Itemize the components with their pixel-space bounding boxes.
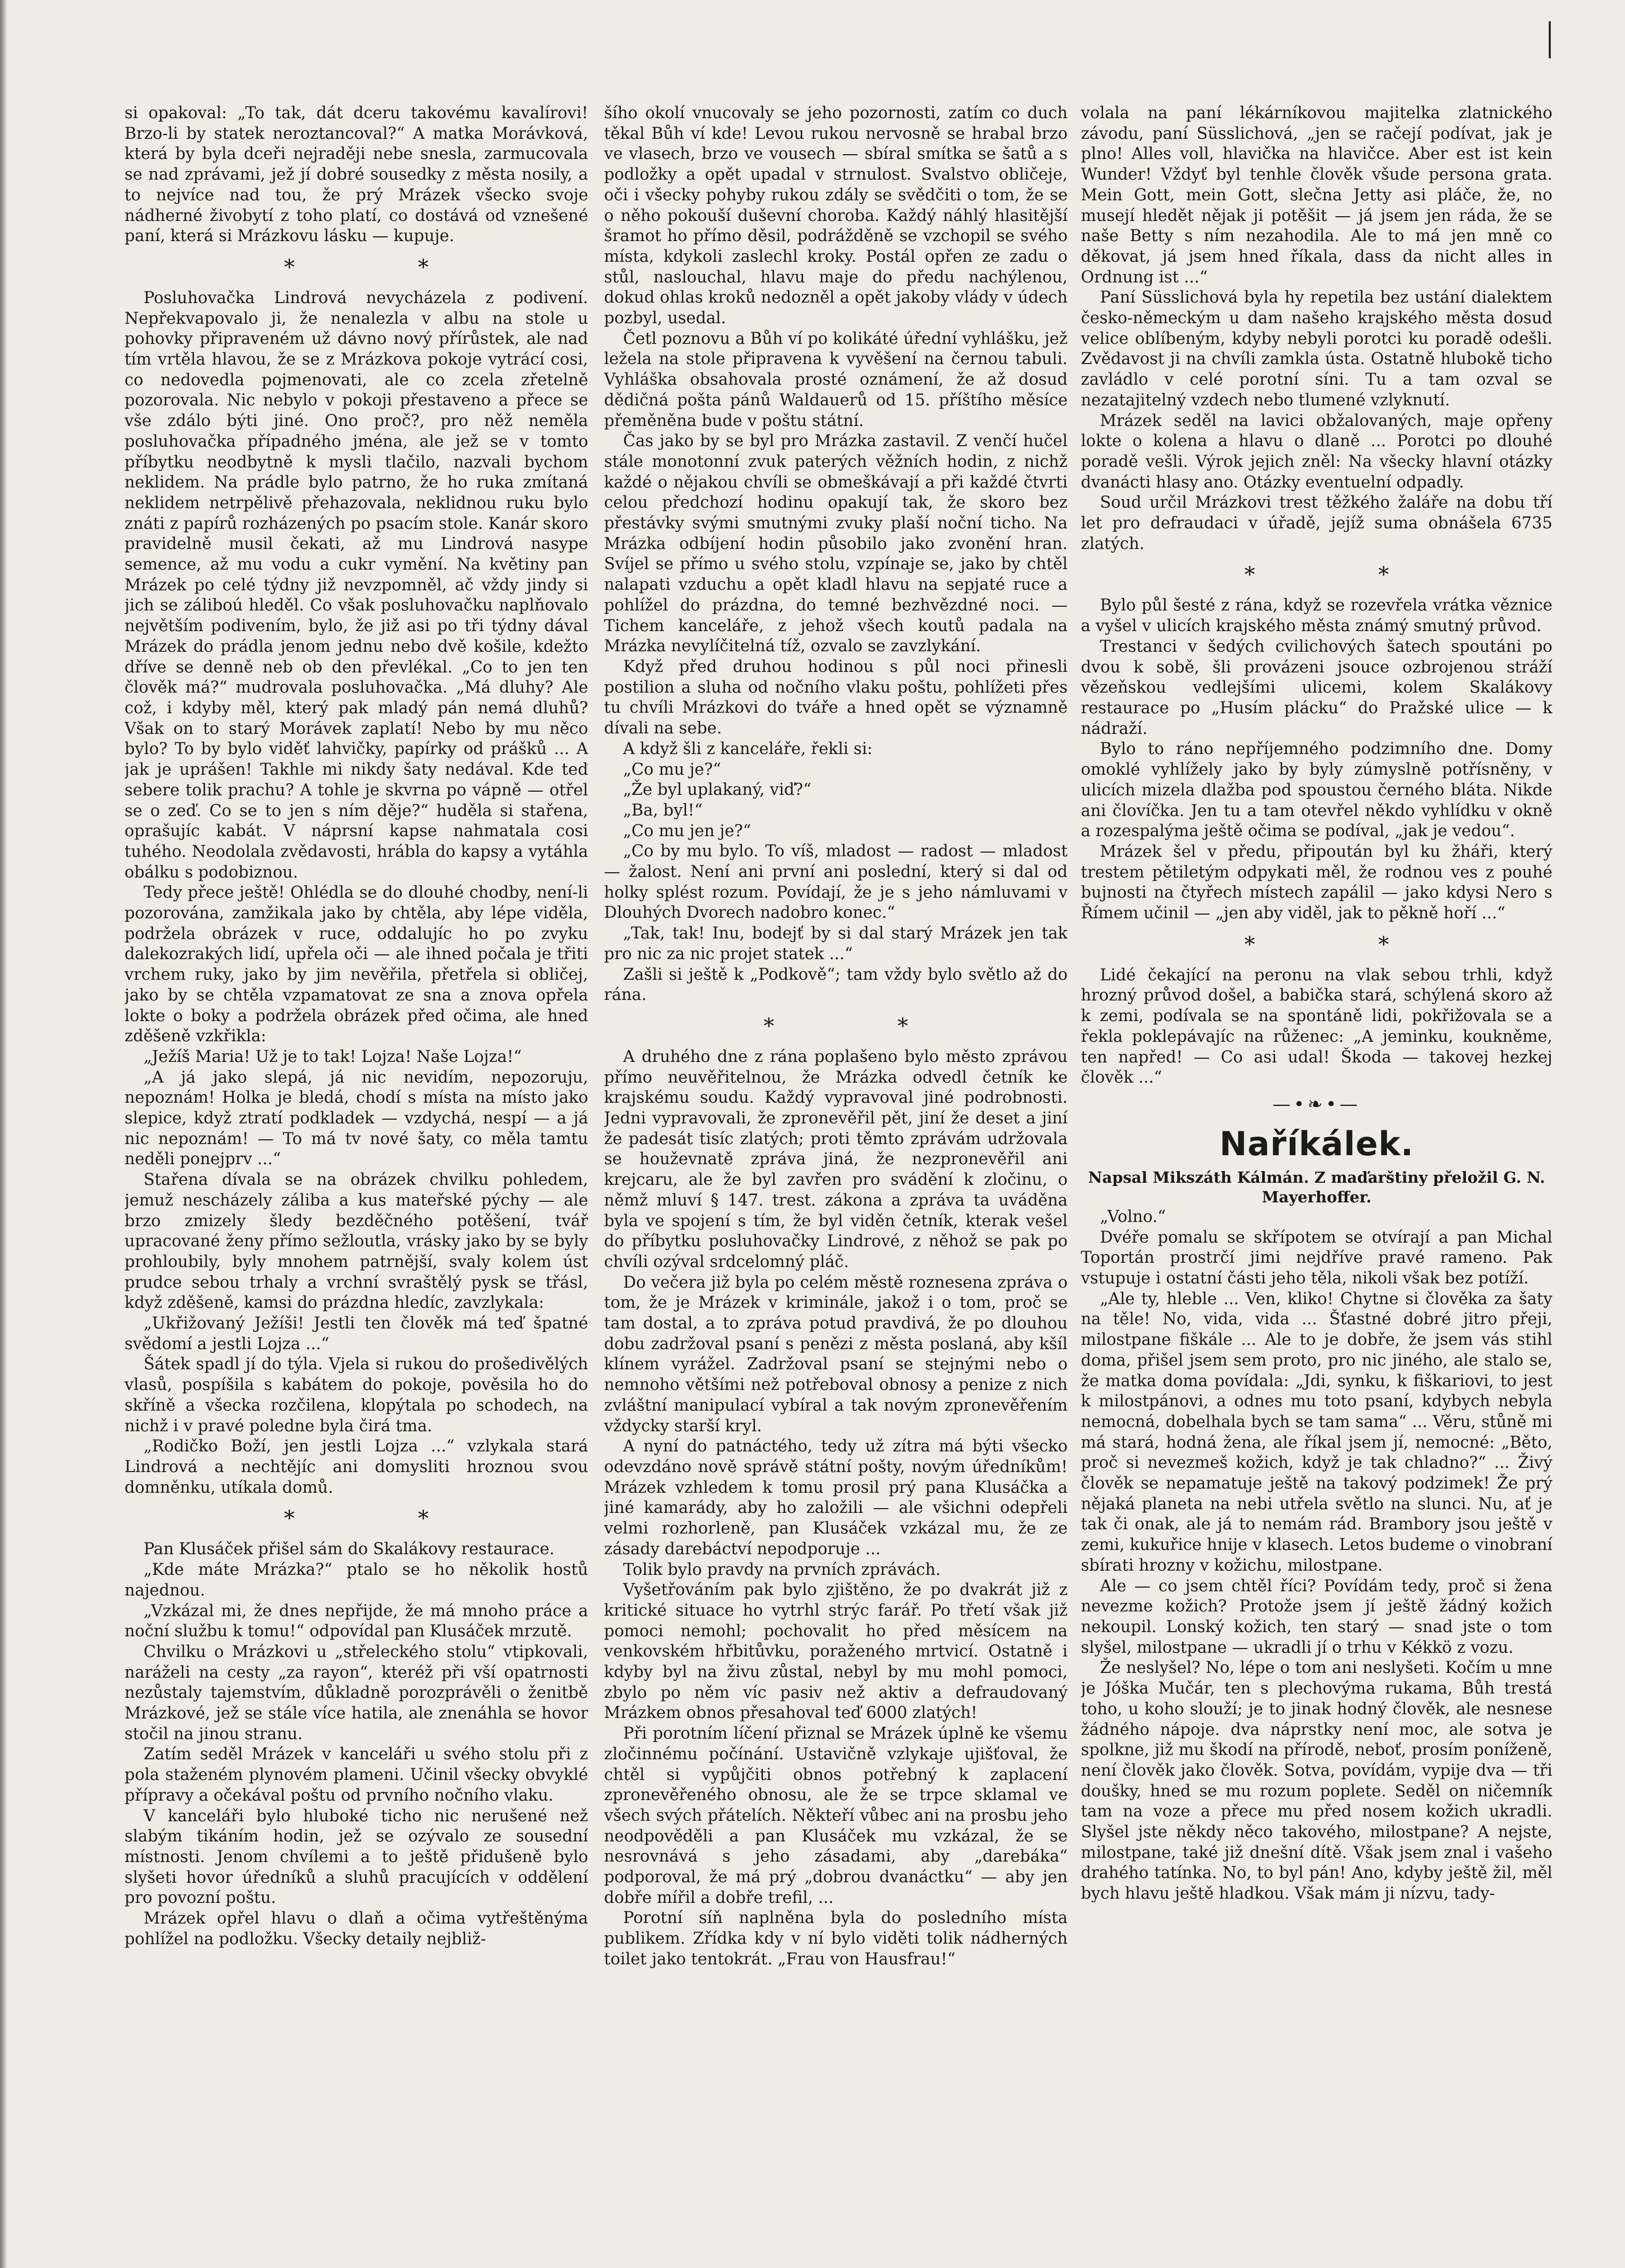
article-title: Naříkálek.	[1219, 1124, 1414, 1163]
paragraph: „Ba, byl!“	[623, 801, 703, 820]
paragraph: Dvéře pomalu se skřípotem se otvírají a pan Michal Toportán prostrčí jimi nejdříve pravé rameno. Pak vstupuje i ostatní části jeho těla, nikoli však bez potíží.	[1081, 1228, 1552, 1288]
paragraph: Bylo to ráno nepříjemného podzimního dne. Domy omoklé vyhlížely jako by byly zúmyslně potřísněny, v ulicích mizela dlažba pod spoustou černého bláta. Nikde ani človíčka. Jen tu a tam otevřel někdo vyhlídku v okně a rozespalýma ještě očima se podíval, „jak je vedou“.	[1081, 740, 1552, 841]
paragraph: A nyní do patnáctého, tedy už zítra má býti všecko odevzdáno nově správě státní pošty, novým úředníkům! Mrázek vzhledem k tomu prosil prý pana Klusáčka a jiné kamarády, aby ho založili — ale všichni odepřeli velmi rozhorleně, pan Klusáček vzkázal mu, že ze zásady darebáctví nepodporuje ...	[604, 1437, 1068, 1558]
paragraph: Posluhovačka Lindrová nevycházela z podivení. Nepřekvapovalo ji, že nenalezla v albu na stole u pohovky připraveném už dávno nový přírůstek, ale nad tím vrtěla hlavou, že se z Mrázkova pokoje vytrácí cosi, co nedovedla pojmenovati, ale co zcela zřetelně pozorovala. Nic nebylo v pokoji přestaveno a přece se vše zdálo býti jiné. Ono proč?, pro něž neměla posluhovačka případného jména, ale jež se v tomto příbytku neodbytně k mysli tlačilo, nazvali bychom neklidem. Na prádle bylo patrno, že ho ruka zmítaná neklidem netrpělivě přehazovala, neklidnou ruku bylo znáti z papírů rozházených po psacím stole. Kanár skoro pravidelně musil čekati, až mu Lindrová nasype semence, až mu vodu a cukr vymění. Na květiny pan Mrázek po celé týdny již nevzpomněl, ač vždy jindy si jich se záliboú hleděl. Co však posluhovačku naplňovalo největším podivením, bylo, že již asi po tři týdny dával Mrázek do prádla jenom jednu nebo dvě košile, kdežto dříve se denně neb ob den převlékal. „Co to jen ten člověk má?“ mudrovala posluhovačka. „Má dluhy? Ale což, i kdyby měl, který pak mladý pán nemá dluhů? Však on to starý Morávek zaplatí! Nebo by mu něco bylo? To by bylo viděť lahvičky, papírky od prášků ... A jak je uprášen! Takhle mi nikdy šaty nedával. Kde teď sebere tolik prachu? A tohle je skvrna po vápně — otřel se o zeď. Co se to jen s ním děje?“ huděla si stařena, oprašujíc kabát. V náprsní kapse nahmatala cosi tuhého. Neodolala zvědavosti, hrábla do kapsy a vytáhla obálku s podobiznou.	[125, 288, 588, 882]
section-divider-stars: * *	[284, 255, 487, 280]
paragraph: „Ježíš Maria! Už je to tak! Lojza! Naše Lojza!“	[144, 1047, 522, 1066]
paragraph: Tolik bylo pravdy na prvních zprávách.	[623, 1560, 941, 1579]
paragraph: „Volno.“	[1100, 1207, 1166, 1226]
paragraph: Ale — co jsem chtěl říci? Povídám tedy, proč si žena nevezme kožich? Protože jsem jí ještě žádný kožich nekoupil. Lonský kožich, ten starý — snad jste o tom slyšel, milostpane — ukradli jí o trhu v Kékkö z vozu.	[1081, 1576, 1552, 1657]
scan-mark	[1549, 21, 1551, 58]
paragraph: Stařena dívala se na obrázek chvilku pohledem, jemuž nescházely záliba a kus mateřské pýchy — ale brzo zmizely šledy bezděčného potěšení, tvář upracované ženy přímo sežloutla, vrásky jako by se byly prohloubily, byly mnohem patrnější, svaly kolem úst prudce sebou trhaly a vrchní svraštělý pysk se třásl, když zděšeně, kamsi do prázdna hledíc, zavzlykala:	[125, 1171, 588, 1313]
paragraph: Soud určil Mrázkovi trest těžkého žaláře na dobu tří let pro defraudaci v úřadě, jejíž suma obnášela 6735 zlatých.	[1081, 493, 1552, 553]
paragraph: volala na paní lékárníkovou majitelka zlatnického závodu, paní Süsslichová, „jen se račejí podívat, jak je plno! Alles voll, hlavička na hlavičce. Aber est ist kein Wunder! Vždyť byl tenhle člověk všude persona grata. Mein Gott, mein Gott, slečna Jetty asi pláče, že, no musejí hledět nějak ji potěšit — já jsem jen ráda, že se naše Betty s ním nezahodila. Ale to má jen mně co děkovat, já jsem hned říkala, dass da nicht alles in Ordnung ist ...“	[1081, 104, 1552, 287]
section-divider-stars: * *	[763, 1014, 966, 1039]
paragraph: Zašli si ještě k „Podkově“; tam vždy bylo světlo až do rána.	[604, 965, 1068, 1005]
paragraph: Četl poznovu a Bůh ví po kolikáté úřední vyhlášku, jež ležela na stole připravena k vyvěšení na černou tabuli. Vyhláška obsahovala prosté oznámení, že až dosud dědičná pošta pánů Waldauerů od 15. příštího měsíce přeměněna bude v poštu státní.	[604, 329, 1068, 430]
paragraph: „Rodičko Boží, jen jestli Lojza ...“ vzlykala stará Lindrová a nechtějíc ani domysliti hroznou svou domněnku, utíkala domů.	[125, 1437, 588, 1497]
paragraph: Vyšetřováním pak bylo zjištěno, že po dvakrát již z kritické situace ho vytrhl strýc farář. Po třetí však již pomoci nemohl; pochovalit ho před měsícem na venkovském hřbitůvku, poraženého mrtvicí. Ostatně i kdyby byl na živu zůstal, nebyl by mu mohl pomoci, zbylo po něm víc pasiv než aktiv a defraudovaný Mrázkem obnos přesahoval teď 6000 zlatých!	[604, 1581, 1068, 1723]
paragraph: Při porotním líčení přiznal se Mrázek úplně ke všemu zločinnému počínání. Ustavičně vzlykaje ujišťoval, že chtěl si vypůjčiti obnos potřebný k zaplacení zpronevěřeného obnosu, ale že se trpce sklamal ve všech svých přátelích. Někteří vůbec ani na prosbu jeho neodpověděli a pan Klusáček mu vzkázal, že se nesrovnává s jeho zásadami, aby „darebáka“ podporoval, že má prý „dobrou dvanáctku“ — aby jen dobře mířil a dobře trefil, ...	[604, 1724, 1068, 1907]
paragraph: Lidé čekající na peronu na vlak sebou trhli, když hrozný průvod došel, a babička stará, schýlená skoro až k zemi, podívala se na spontáně lidi, pokřižovala se a řekla poklepávajíc na růženec: „A jeminku, koukněme, ten napřed! — Co asi udal! Škoda — takovej hezkej člověk ...“	[1081, 965, 1552, 1087]
paragraph: si opakoval: „To tak, dát dceru takovému kavalírovi! Brzo-li by statek neroztancoval?“ A matka Morávková, která by byla dceři nejraději nebe snesla, zarmucovala se nad zprávami, jež jí dobré sousedky z města nosily, a to nejvíce nad tou, že prý Mrázek všecko svoje nádherné živobytí z toho platí, co dostává od vznešené paní, která si Mrázkovu lásku — kupuje.	[125, 104, 588, 246]
paragraph: „Vzkázal mi, že dnes nepřijde, že má mnoho práce a noční službu k tomu!“ odpovídal pan Klusáček mrzutě.	[125, 1601, 588, 1641]
paragraph: „Co mu jen je?“	[623, 821, 751, 840]
paragraph: Zatím seděl Mrázek v kanceláři u svého stolu při z pola staženém plynovém plameni. Učinil všecky obvyklé přípravy a očekával poštu od prvního nočního vlaku.	[125, 1745, 588, 1805]
paragraph: V kanceláři bylo hluboké ticho nic nerušené než slabým tikáním hodin, jež se ozývalo ze sousední místnosti. Jenom chvílemi a to ještě přidušeně bylo slyšeti hovor úředníků a sluhů pracujících v oddělení pro povozní poštu.	[125, 1806, 588, 1908]
paragraph: „Že byl uplakaný, viď?“	[623, 781, 812, 800]
section-divider-stars: * *	[284, 1507, 487, 1531]
paragraph: Šátek spadl jí do týla. Vjela si rukou do prošedivělých vlasů, pospíšila s kabátem do pokoje, pověsila ho do skříně a všecka rozčilena, klopýtala po schodech, na nichž i v pravé poledne byla čirá tma.	[125, 1355, 588, 1436]
ornament-divider: —•❧•—	[1272, 1093, 1361, 1115]
paragraph: Pan Klusáček přišel sám do Skalákovy restaurace.	[144, 1540, 555, 1559]
paragraph: „Kde máte Mrázka?“ ptalo se ho několik hostů najednou.	[125, 1561, 588, 1600]
column-middle	[604, 103, 1068, 2202]
paragraph: „Tak, tak! Inu, bodejť by si dal starý Mrázek jen tak pro nic za nic projet statek ...“	[604, 924, 1068, 963]
paragraph: Mrázek opřel hlavu o dlaň a očima vytřeštěnýma pohlížel na podložku. Všecky detaily nejbliž-	[125, 1909, 588, 1948]
column-left	[125, 103, 588, 2202]
paragraph: Mrázek seděl na lavici obžalovaných, maje opřeny lokte o kolena a hlavu o dlaně ... Porotci po dlouhé poradě vešli. Výrok jejich zněl: Na všecky hlavní otázky dvanácti hlasy ano. Otázky eventuelní odpadly.	[1081, 411, 1552, 492]
paragraph: Čas jako by se byl pro Mrázka zastavil. Z venčí hučel stále monotonní zvuk paterých věžních hodin, z nichž každé o nějakou chvíli se obmeškávají a při každé čtvrti celou předchozí hodinu opakují tak, že skoro bez přestávky svými smutnými zvuky plaší noční ticho. Na Mrázka odbíjení hodin působilo jako zvonění hran. Svíjel se přímo u svého stolu, vzpínaje se, jako by chtěl nalapati vzduchu a opět kladl hlavu na sepjaté ruce a pohlížel do prázdna, do temné bezhvězdné noci. — Tichem kanceláře, z jehož všech koutů padala na Mrázka nevylíčitelná tíž, ozvalo se zavzlykání.	[604, 432, 1068, 656]
paragraph: Bylo půl šesté z rána, když se rozevřela vrátka věznice a vyšel v ulicích krajského města známý smutný průvod.	[1081, 596, 1552, 636]
paragraph: Chvilku o Mrázkovi u „střeleckého stolu“ vtipkovali, naráželi na cesty „za rayon“, kteréž při vší opatrnosti nezůstaly tajemstvím, důkladně porozprávěli o ženitbě Mrázkové, jež se stále více hatila, ale znenáhla se hovor stočil na jinou stranu.	[125, 1642, 588, 1743]
paragraph: A když šli z kanceláře, řekli si:	[623, 739, 873, 758]
column-right	[1081, 103, 1552, 2202]
paragraph: Mrázek šel v předu, připoután byl ku žháři, který trestem pětiletým odpykati měl, že rodnou ves z pouhé bujnosti na čtyřech místech zapálil — jako kdysi Nero s Římem učinil — „jen aby viděl, jak to pěkně hoří ...“	[1081, 842, 1552, 923]
paragraph: Když před druhou hodinou s půl noci přinesli postilion a sluha od nočního vlaku poštu, pohlížeti přes tu chvíli Mrázkovi do tváře a hned opět se významně dívali na sebe.	[604, 657, 1068, 738]
paragraph: Porotní síň naplněna byla do posledního místa publikem. Zřídka kdy v ní bylo viděti tolik nádherných toilet jako tentokrát. „Frau von Hausfrau!“	[604, 1909, 1068, 1969]
article-byline: Napsal Mikszáth Kálmán. Z maďarštiny přeložil G. N. Mayerhoffer.	[1088, 1168, 1546, 1206]
section-divider-stars: * *	[1244, 563, 1448, 588]
paragraph: „Ukřižovaný Ježíši! Jestli ten člověk má teď špatné svědomí a jestli Lojza ...“	[125, 1314, 588, 1353]
paragraph: Tedy přece ještě! Ohlédla se do dlouhé chodby, není-li pozorována, zamžikala jako by chtěla, aby lépe viděla, podržela obrázek v ruce, oddalujíc ho po zvyku dalekozrakých lidí, upřela oči — ale ihned počala je třiti vrchem ruky, jako by jim nevěřila, přetřela si obličej, jako by se chtěla vzpamatovat ze sna a znova opřela lokte o boky a podržela obrázek před očima, ale hned zděšeně vzkřikla:	[125, 883, 588, 1046]
page-scan-edge	[0, 0, 7, 2268]
paragraph: „Co mu je?“	[623, 760, 721, 779]
paragraph: „Co by mu bylo. To víš, mladost — radost — mladost — žalost. Není ani první ani poslední, který si dal od holky splést rozum. Povídají, že je s jeho námluvami v Dlouhých Dvorech nadobro konec.“	[604, 842, 1068, 923]
section-divider-stars: * *	[1244, 932, 1448, 957]
paragraph: „Ale ty, hleble ... Ven, kliko! Chytne si člověka za šaty na těle! No, vida, vida ... Šťastné dobré jitro přeji, milostpane fiškále ... Ale to je dobře, že jsem vás stihl doma, přišel jsem sem proto, pro nic jiného, ale stalo se, že matka doma povídala: „Jdi, synku, k fiškariovi, to jest k milostpánovi, a odnes mu toto psaní, kdybych nebyla nemocná, dobelhala bych se tam sama“ ... Věru, stůně mi má stará, hodná žena, ale říkal jsem jí, nemocné: „Běto, proč si nevezmeš kožich, když je tak chladno?“ ... Živý člověk se nepamatuje ještě na takový podzimek! Že prý nějaká planeta na nebi utřela světlo na slunci. Nu, ať je tak či onak, ale já to nemám rád. Brambory jsou ještě v zemi, kukuřice hnije v klasech. Letos budeme o vinobraní sbírati hrozny v kožichu, milostpane.	[1081, 1289, 1552, 1575]
paragraph: A druhého dne z rána poplašeno bylo město zprávou přímo neuvěřitelnou, že Mrázka odvedl četník ke krajskému soudu. Každý vypravoval jiné podrobnosti. Jedni vypravovali, že zpronevěřil pět, jiní že deset a jiní že padesát tisíc zlatých; proti těmto zprávám udržovala se houževnatě zpráva jiná, že nezpronevěřil ani krejcaru, ale že byl zavřen pro svádění k zločinu, o němž mluví § 147. trest. zákona a zpráva ta uváděna byla ve spojení s tím, že byl viděn četník, kterak vešel do příbytku posluhovačky Lindrové, z něhož se pak po chvíli ozýval srdcelomný pláč.	[604, 1047, 1068, 1271]
paragraph: Trestanci v šedých cvilichových šatech spoutáni po dvou k sobě, šli provázeni jsouce ozbrojenou stráží vězeňskou vedlejšími ulicemi, kolem Skalákovy restaurace po „Husím plácku“ do Pražské ulice — k nádraží.	[1081, 637, 1552, 738]
paragraph: „A já jako slepá, já nic nevidím, nepozoruju, nepoznám! Holka je bledá, chodí s místa na místo jako slepice, když ztratí podkladek — vzdychá, nespí — a já nic nepoznám! — To má tv nové šaty, co měla tamtu neděli ponejprv ...“	[125, 1068, 588, 1169]
paragraph: Do večera již byla po celém městě roznesena zpráva o tom, že je Mrázek v kriminále, jakož i o tom, proč se tam dostal, a to zpráva potud pravdivá, že po dlouhou dobu zadržoval psaní s penězi z města poslaná, aby kšíl klínem vyrážel. Zadržoval psaní se stejnými nebo o nemnoho většími než potřeboval obnosy a penize z nich zvláštní manipulací vybíral a tak novým zpronevěřením vždycky starší kryl.	[604, 1273, 1068, 1436]
paragraph: Že neslyšel? No, lépe o tom ani neslyšeti. Kočím u mne je Jóška Mučár, ten s plechovýma rukama, Bůh trestá toho, u koho slouží; je to jinak hodný člověk, ale nesnese žádného nápoje. dva náprstky není moc, ale sotva je spolkne, již mu škodí na přírodě, neboť, prosím poníženě, není člověk jako člověk. Sotva, povídám, vypije dva — tři doušky, hned se mu rozum poplete. Seděl on ničemník tam na voze a přece mu před nosem kožich ukradli. Slyšel jste někdy něco takového, milostpane? A nejste, milostpane, také již dnešní dítě. Však jsem znal i vašeho drahého tatínka. No, to byl pán! Ano, kdyby ještě žil, měl bych hlavu ještě hladkou. Však mám ji nízvu, tady-	[1081, 1659, 1552, 1903]
paragraph: Paní Süsslichová byla hy repetila bez ustání dialektem česko-německým u dam našeho krajského města dosud velice oblíbeným, kdyby nebyli porotci ku poradě odešli. Zvědavost ji na chvíli zamkla ústa. Ostatně hlubokě ticho zavládlo v celé porotní síni. Tu a tam ozval se nezatajitelný vzdech nebo tlumené vzlyknutí.	[1081, 288, 1552, 410]
paragraph: šího okolí vnucovaly se jeho pozornosti, zatím co duch těkal Bůh ví kde! Levou rukou nervosně se hrabal brzo ve vlasech, brzo ve vousech — sbíral smítka se šatů a s podložky a opět upadal v strnulost. Svalstvo obličeje, oči i všecky pohyby rukou zdály se svědčiti o tom, že se o něho pokouší duševní choroba. Každý náhlý hlasitější šramot ho přímo děsil, podrážděně se vzchopil se svého místa, kdykoli zaslechl kroky. Postál opřen ze zadu o stůl, naslouchal, hlavu maje do předu nachýlenou, dokud ohlas kroků nedozněl a opět jakoby vlády v údech pozbyl, usedal.	[604, 104, 1068, 328]
